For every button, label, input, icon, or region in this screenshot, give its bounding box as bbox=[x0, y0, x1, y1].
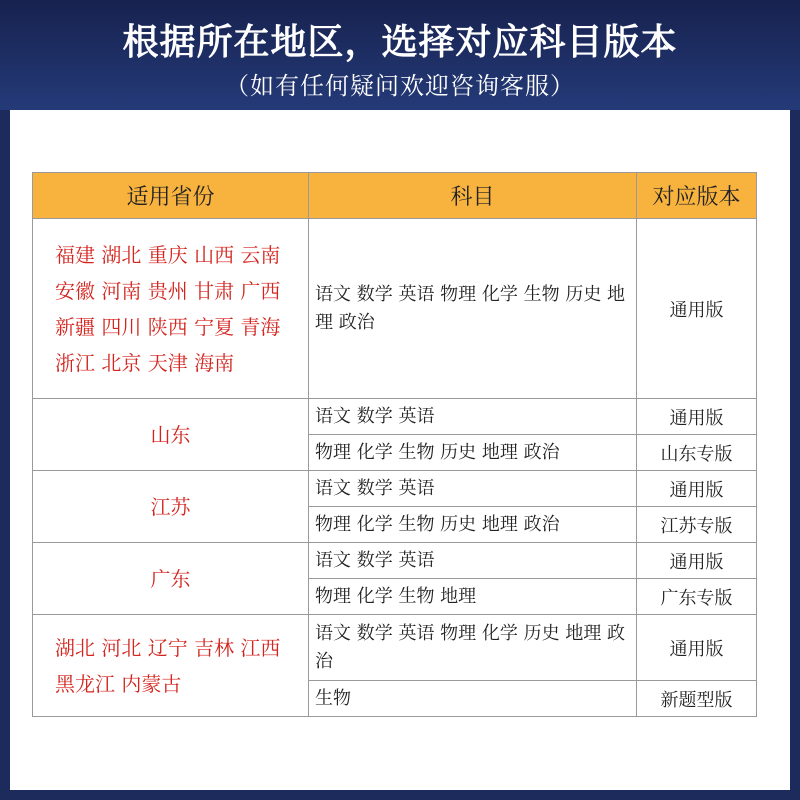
version-cell: 江苏专版 bbox=[637, 507, 757, 543]
province-cell: 湖北 河北 辽宁 吉林 江西 黑龙江 内蒙古 bbox=[33, 615, 309, 717]
subject-cell: 语文 数学 英语 bbox=[309, 543, 637, 579]
content-panel bbox=[10, 110, 790, 790]
subject-cell: 语文 数学 英语 bbox=[309, 399, 637, 435]
page-subtitle: （如有任何疑问欢迎咨询客服） bbox=[225, 72, 575, 100]
table-row bbox=[33, 543, 757, 579]
column-header-province: 适用省份 bbox=[33, 173, 309, 219]
subject-cell: 物理 化学 生物 历史 地理 政治 bbox=[309, 435, 637, 471]
table-header-row bbox=[33, 173, 757, 219]
header-banner bbox=[0, 0, 800, 110]
version-cell: 通用版 bbox=[637, 615, 757, 681]
table-row bbox=[33, 471, 757, 507]
table-row bbox=[33, 615, 757, 681]
subject-cell: 语文 数学 英语 物理 化学 历史 地理 政治 bbox=[309, 615, 637, 681]
subject-cell: 物理 化学 生物 地理 bbox=[309, 579, 637, 615]
province-cell: 广东 bbox=[33, 543, 309, 615]
page-title: 根据所在地区，选择对应科目版本 bbox=[122, 22, 678, 63]
version-cell: 通用版 bbox=[637, 471, 757, 507]
subject-cell: 物理 化学 生物 历史 地理 政治 bbox=[309, 507, 637, 543]
column-header-version: 对应版本 bbox=[637, 173, 757, 219]
version-cell: 通用版 bbox=[637, 399, 757, 435]
version-cell: 通用版 bbox=[637, 219, 757, 399]
version-table bbox=[32, 172, 757, 717]
subject-cell: 语文 数学 英语 bbox=[309, 471, 637, 507]
province-cell: 山东 bbox=[33, 399, 309, 471]
column-header-subject: 科目 bbox=[309, 173, 637, 219]
province-cell: 江苏 bbox=[33, 471, 309, 543]
table-row bbox=[33, 219, 757, 399]
version-cell: 广东专版 bbox=[637, 579, 757, 615]
version-cell: 山东专版 bbox=[637, 435, 757, 471]
province-cell: 福建 湖北 重庆 山西 云南 安徽 河南 贵州 甘肃 广西 新疆 四川 陕西 宁夏 青海 浙江 北京 天津 海南 bbox=[33, 219, 309, 399]
version-cell: 新题型版 bbox=[637, 681, 757, 717]
subject-cell: 生物 bbox=[309, 681, 637, 717]
subject-cell: 语文 数学 英语 物理 化学 生物 历史 地理 政治 bbox=[309, 219, 637, 399]
table-row bbox=[33, 399, 757, 435]
version-cell: 通用版 bbox=[637, 543, 757, 579]
